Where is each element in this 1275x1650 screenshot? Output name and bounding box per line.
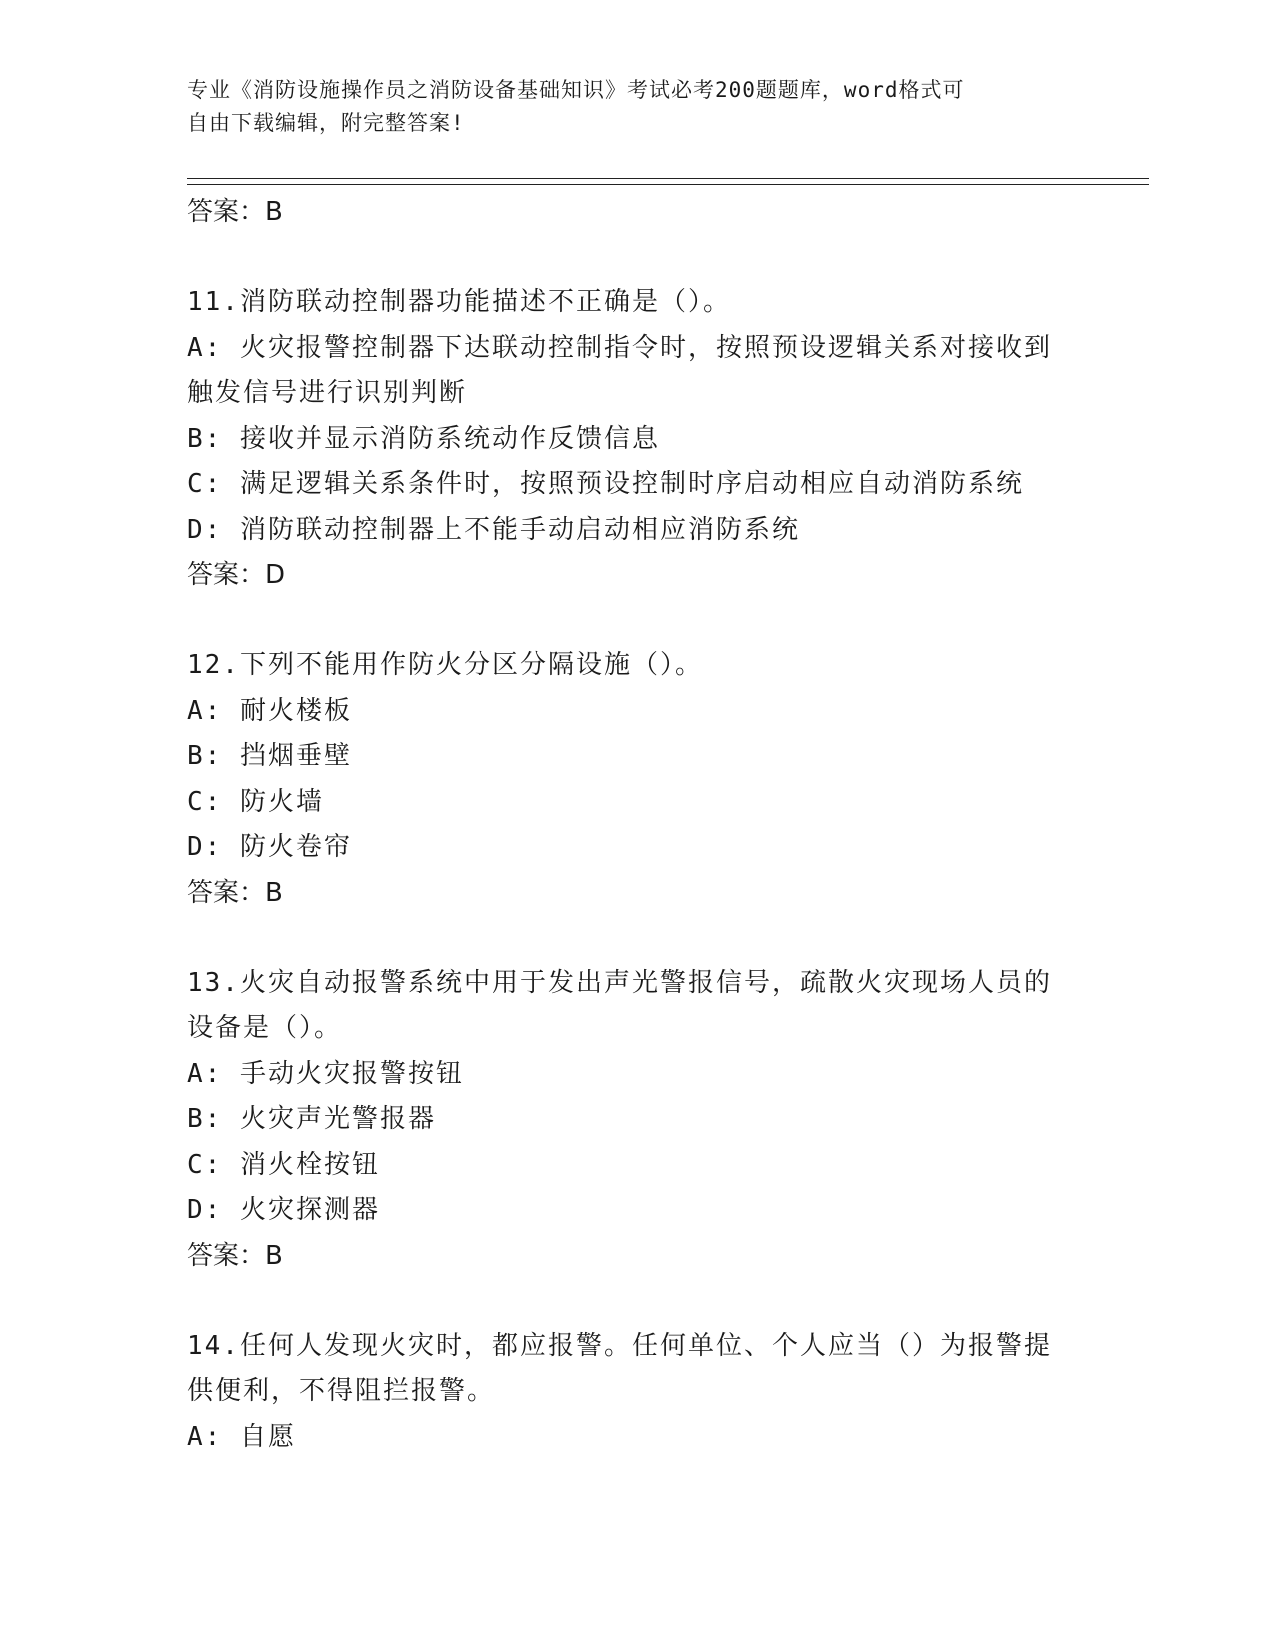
option-b: B: 火灾声光警报器 [187, 1104, 436, 1134]
question-block [187, 643, 1087, 915]
question-stem: 12.下列不能用作防火分区分隔设施（）。 [187, 650, 703, 680]
answer-line: 答案：B [187, 877, 283, 908]
header-line: 专业《消防设施操作员之消防设备基础知识》考试必考200题题库，word格式可 [187, 78, 965, 102]
header-divider [187, 178, 1149, 179]
answer-line: 答案：D [187, 560, 286, 590]
question-block [187, 1324, 1087, 1461]
question-stem [187, 961, 1087, 1052]
stem-line: 13.火灾自动报警系统中用于发出声光警报信号，疏散火灾现场人员的 [187, 967, 1052, 998]
answer-line: 答案：B [187, 1240, 283, 1271]
option-b: B: 挡烟垂壁 [187, 741, 352, 771]
header-line: 自由下载编辑，附完整答案! [187, 111, 465, 135]
option-a: A: 自愿 [187, 1421, 296, 1452]
question-block [187, 280, 1087, 597]
option-c: C: 防火墙 [187, 786, 324, 817]
question-stem: 11.消防联动控制器功能描述不正确是（）。 [187, 287, 731, 317]
option-d: D: 消防联动控制器上不能手动启动相应消防系统 [187, 514, 800, 545]
option-a: A: 手动火灾报警按钮 [187, 1058, 464, 1089]
question-list [187, 190, 1087, 1460]
option-a [187, 326, 1087, 417]
option-b: B: 接收并显示消防系统动作反馈信息 [187, 423, 660, 454]
document-header [187, 74, 1067, 140]
answer-line: 答案：B [187, 197, 283, 227]
stem-line: 14.任何人发现火灾时，都应报警。任何单位、个人应当（）为报警提 [187, 1330, 1052, 1361]
header-divider [187, 184, 1149, 185]
question-block [187, 961, 1087, 1278]
option-d: D: 防火卷帘 [187, 832, 352, 862]
option-line: A: 火灾报警控制器下达联动控制指令时，按照预设逻辑关系对接收到 [187, 332, 1052, 363]
option-a: A: 耐火楼板 [187, 695, 352, 726]
stem-line: 设备是（）。 [187, 1013, 343, 1043]
option-d: D: 火灾探测器 [187, 1195, 380, 1225]
option-c: C: 消火栓按钮 [187, 1149, 380, 1180]
option-line: 触发信号进行识别判断 [187, 378, 468, 408]
option-c: C: 满足逻辑关系条件时，按照预设控制时序启动相应自动消防系统 [187, 469, 1024, 499]
stem-line: 供便利，不得阻拦报警。 [187, 1376, 496, 1406]
question-stem [187, 1324, 1087, 1415]
